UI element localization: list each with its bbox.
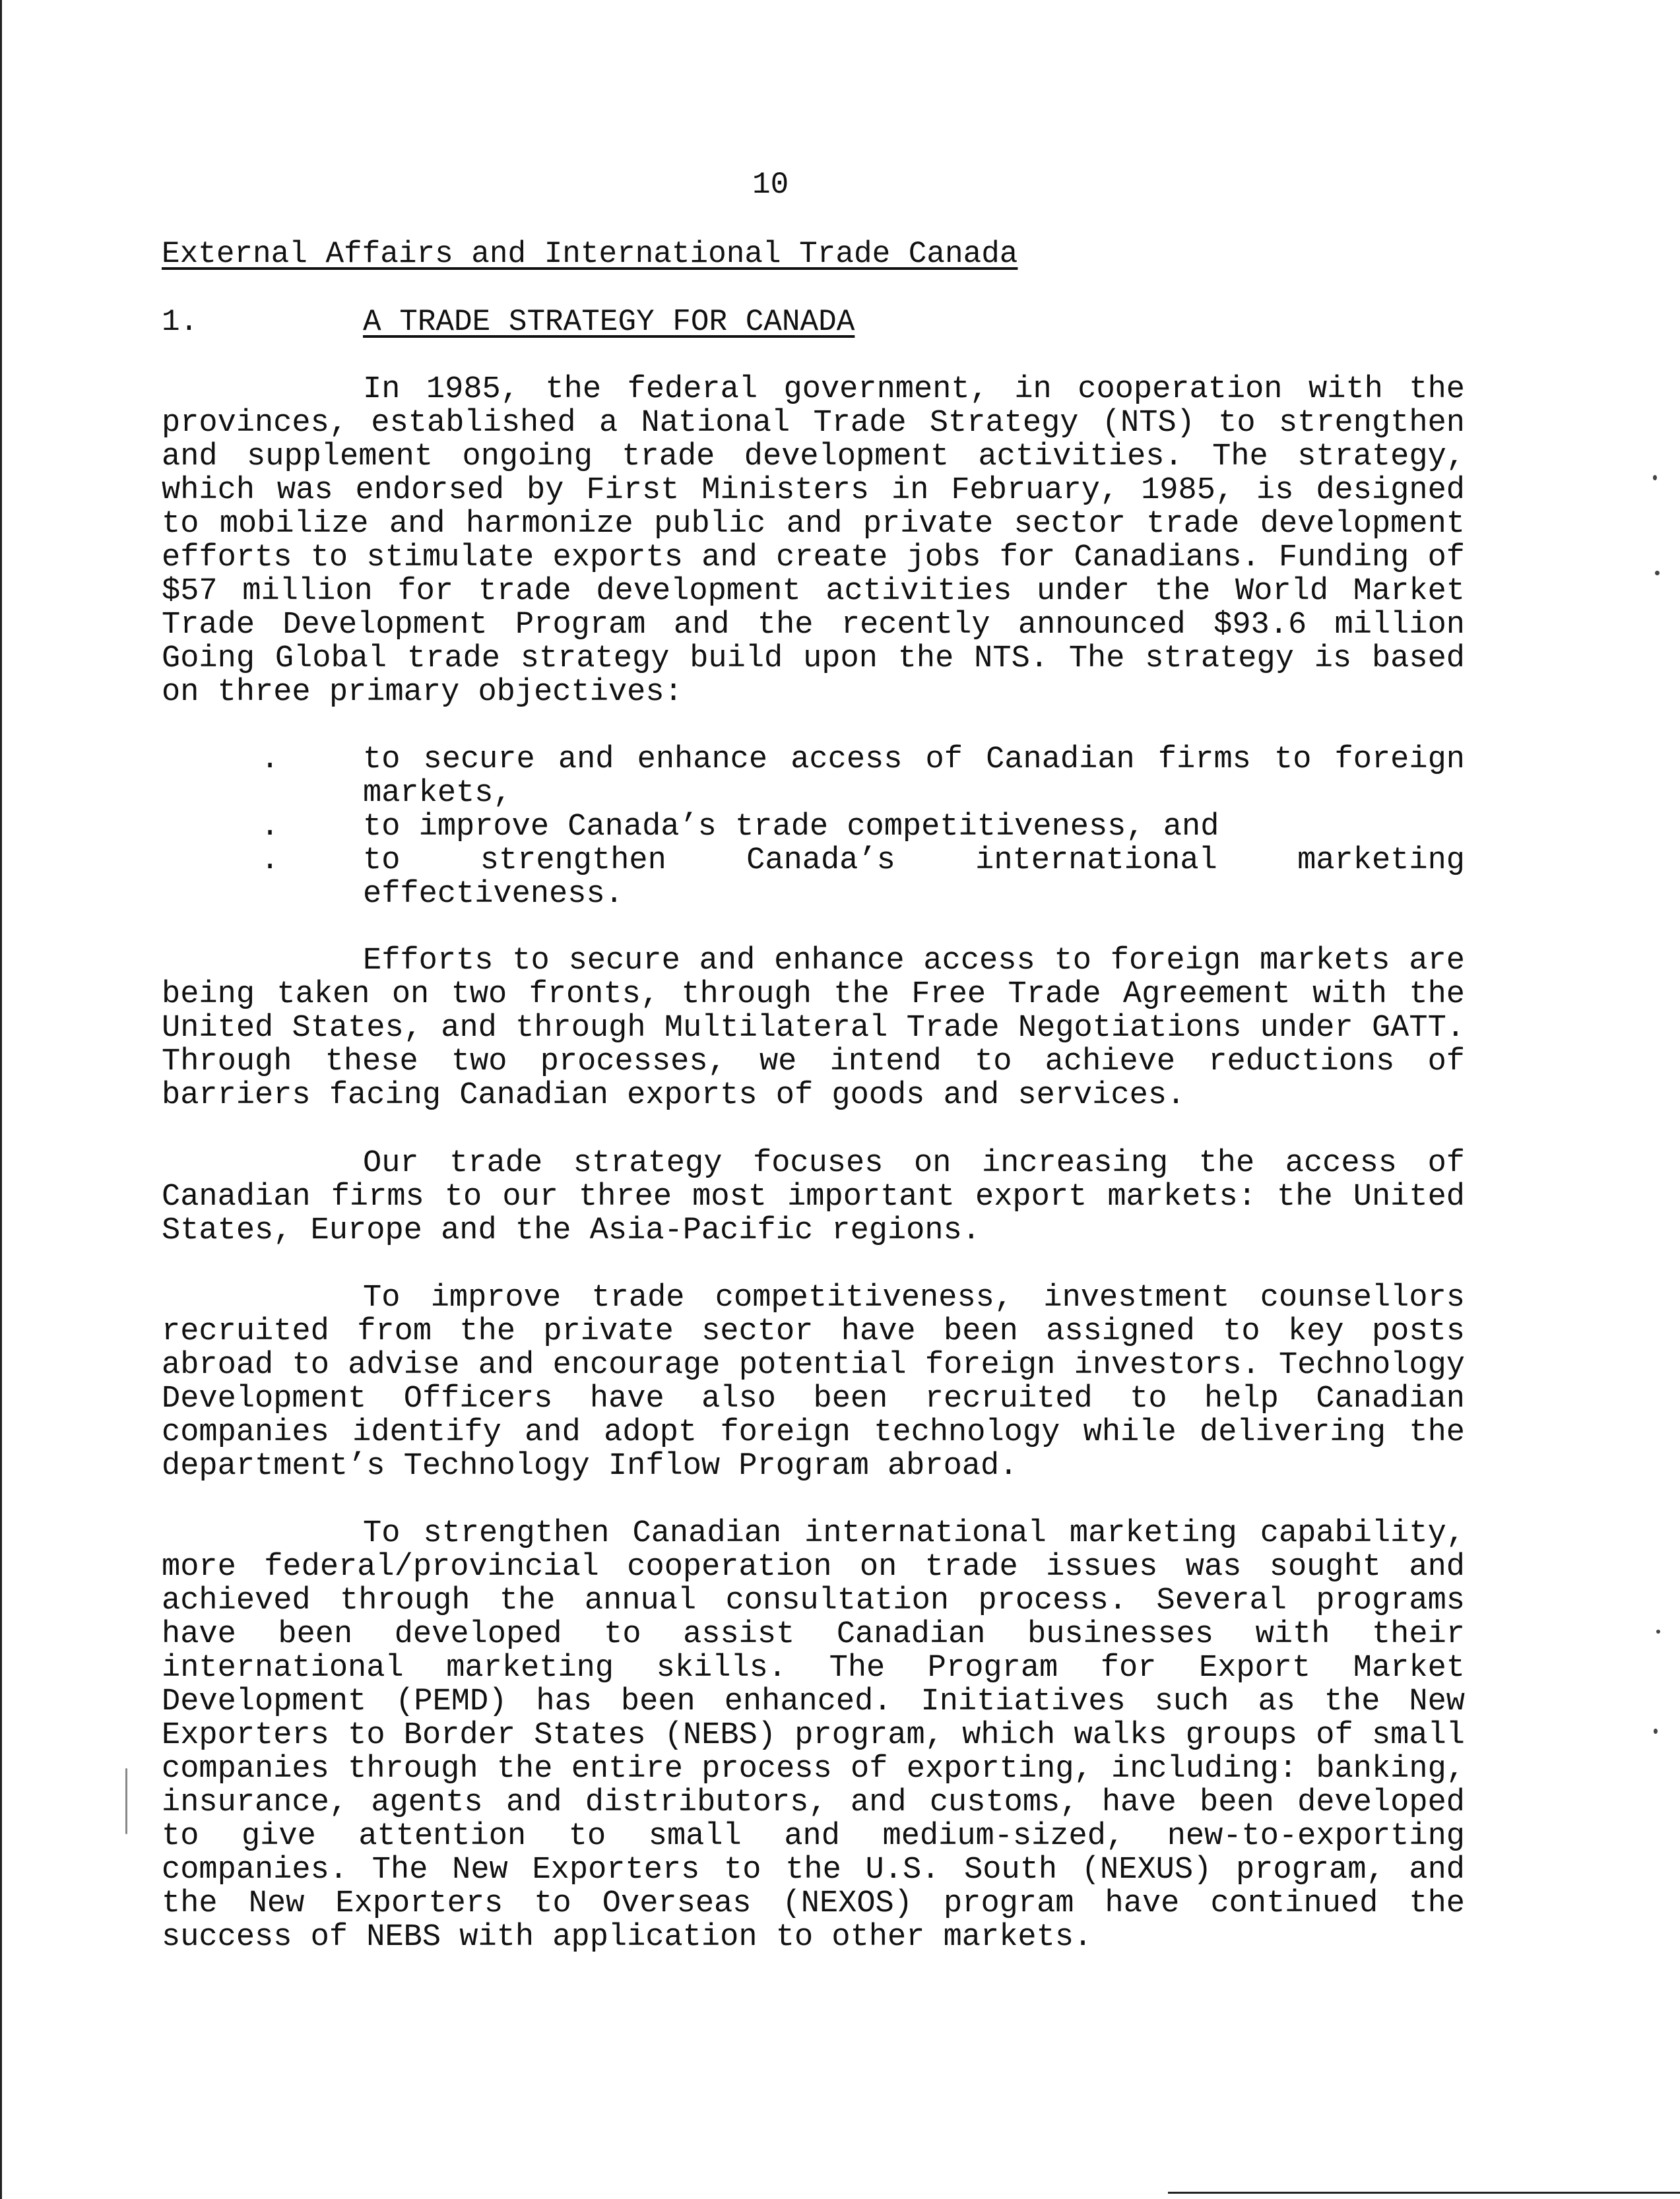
- scan-speck: [1655, 571, 1660, 575]
- paragraph-nts-intro: In 1985, the federal government, in cooperation with the provinces, established a National Trade Strategy (NTS) to strengthen and supplement ongoing trade development activities. The strategy, which was endorsed by First Ministers in February, 1985, is designed to mobilize and harmonize public and private sector trade development efforts to stimulate exports and create jobs for Canadians. Funding of $57 million for trade development activities under the World Market Trade Development Program and the recently announced $93.6 million Going Global trade strategy build upon the NTS. The strategy is based on three primary objectives:: [162, 372, 1465, 710]
- bullet-icon: .: [261, 810, 280, 845]
- bullet-icon: .: [261, 742, 280, 777]
- paragraph-export-markets: Our trade strategy focuses on increasing the access of Canadian firms to our three most important export markets: the United States, Europe and the Asia-Pacific regions.: [162, 1146, 1465, 1248]
- document-heading: External Affairs and International Trade Canada: [162, 237, 1018, 271]
- scan-speck: [1654, 1729, 1658, 1734]
- objective-item: [162, 743, 1465, 810]
- objective-item: [162, 810, 1465, 844]
- page-edge-bottom: [1168, 2192, 1680, 2194]
- section-number: 1.: [162, 305, 199, 339]
- page-edge-left: [0, 0, 2, 2199]
- bullet-icon: .: [261, 843, 280, 878]
- scan-speck: [125, 1768, 127, 1834]
- objectives-list: [162, 743, 1465, 911]
- page-number: 10: [752, 168, 789, 202]
- paragraph-market-access: Efforts to secure and enhance access to foreign markets are being taken on two fronts, through the Free Trade Agreement with the United States, and through Multilateral Trade Negotiations under GATT. Through these two processes, we intend to achieve reductions of barriers facing Canadian exports of goods and services.: [162, 943, 1465, 1113]
- scan-speck: [1653, 475, 1657, 480]
- paragraph-marketing-capability: To strengthen Canadian international marketing capability, more federal/provincial cooperation on trade issues was sought and achieved through the annual consultation process. Several programs have been developed to assist Canadian businesses with their international marketing skills. The Program for Export Market Development (PEMD) has been enhanced. Initiatives such as the New Exporters to Border States (NEBS) program, which walks groups of small companies through the entire process of exporting, including: banking, insurance, agents and distributors, and customs, have been developed to give attention to small and medium-sized, new-to-exporting companies. The New Exporters to the U.S. South (NEXUS) program, and the New Exporters to Overseas (NEXOS) program have continued the success of NEBS with application to other markets.: [162, 1516, 1465, 1955]
- objective-text: to improve Canada’s trade competitiveness, and: [363, 810, 1219, 845]
- section-title: A TRADE STRATEGY FOR CANADA: [363, 305, 855, 339]
- scan-speck: [1656, 1630, 1660, 1634]
- objective-text: to secure and enhance access of Canadian firms to foreign markets,: [363, 742, 1465, 811]
- objective-text: to strengthen Canada’s international marketing effectiveness.: [363, 843, 1465, 912]
- paragraph-competitiveness: To improve trade competitiveness, investment counsellors recruited from the private sector have been assigned to key posts abroad to advise and encourage potential foreign investors. Technology Development Officers have also been recruited to help Canadian companies identify and adopt foreign technology while delivering the department’s Technology Inflow Program abroad.: [162, 1281, 1465, 1484]
- objective-item: [162, 844, 1465, 911]
